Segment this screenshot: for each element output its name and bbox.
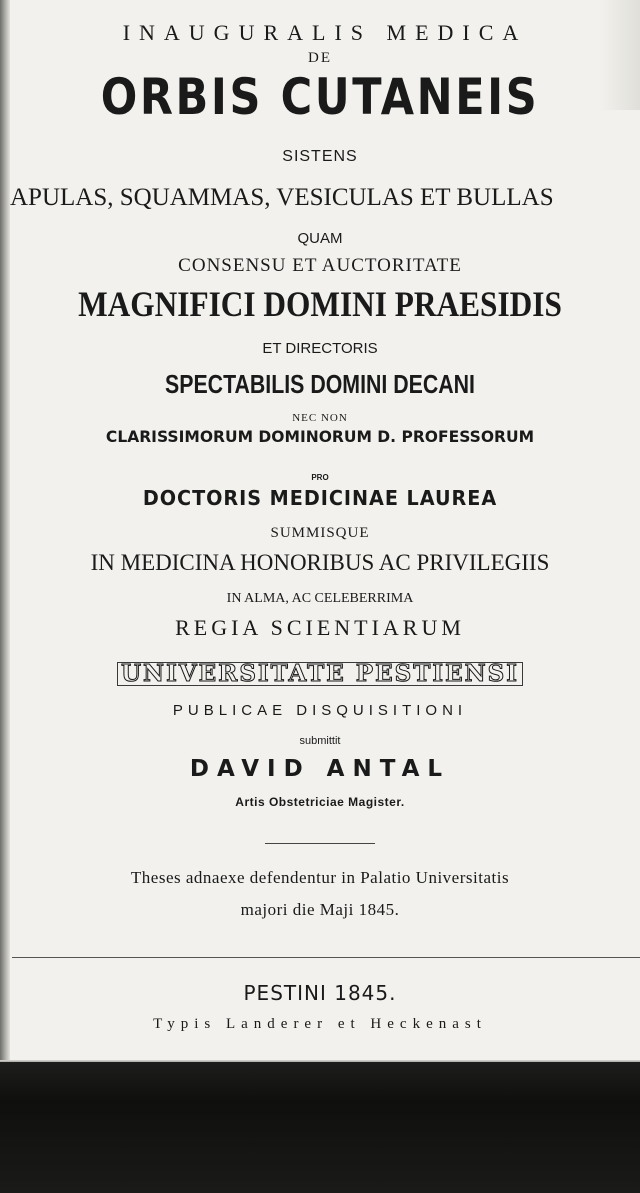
regia-line: REGIA SCIENTIARUM <box>175 615 465 640</box>
subject-line: APULAS, SQUAMMAS, VESICULAS ET BULLAS <box>10 184 554 211</box>
heading-line: INAUGURALIS MEDICA <box>122 20 528 45</box>
theses-line-1: Theses adnaexe defendentur in Palatio Universitatis <box>130 868 510 887</box>
pro-line: PRO <box>311 473 329 482</box>
author-name: DAVID ANTAL <box>189 756 451 782</box>
honoribus-line: IN MEDICINA HONORIBUS AC PRIVILEGIIS <box>90 550 550 575</box>
laurea-line: DOCTORIS MEDICINAE LAUREA <box>142 486 498 510</box>
main-title: ORBIS CUTANEIS <box>100 68 540 126</box>
decani-line: SPECTABILIS DOMINI DECANI <box>165 369 475 399</box>
summisque-line: SUMMISQUE <box>270 525 370 541</box>
imprint-printer: Typis Landerer et Heckenast <box>153 1016 487 1032</box>
praesidis-line: MAGNIFICI DOMINI PRAESIDIS <box>78 284 562 324</box>
consensu-line: CONSENSU ET AUCTORITATE <box>178 255 462 276</box>
professorum-line: CLARISSIMORUM DOMINORUM D. PROFESSORUM <box>105 427 535 446</box>
sistens-line: SISTENS <box>282 148 358 165</box>
long-divider <box>12 957 640 958</box>
dark-background <box>0 1062 640 1193</box>
submittit-line: submittit <box>299 735 341 747</box>
theses-line-2: majori die Maji 1845. <box>240 900 400 919</box>
universitate-text: UNIVERSITATE PESTIENSI <box>117 662 523 686</box>
de-line: DE <box>308 50 332 66</box>
imprint-place-year: PESTINI 1845. <box>243 981 397 1005</box>
disquisitioni-line: PUBLICAE DISQUISITIONI <box>172 702 468 719</box>
universitate-line <box>0 660 640 687</box>
quam-line: QUAM <box>297 230 343 247</box>
author-title: Artis Obstetriciae Magister. <box>235 795 405 809</box>
short-divider <box>265 843 375 844</box>
directoris-line: ET DIRECTORIS <box>262 340 378 357</box>
alma-line: IN ALMA, AC CELEBERRIMA <box>226 591 414 606</box>
nec-non-line: NEC NON <box>292 412 348 424</box>
